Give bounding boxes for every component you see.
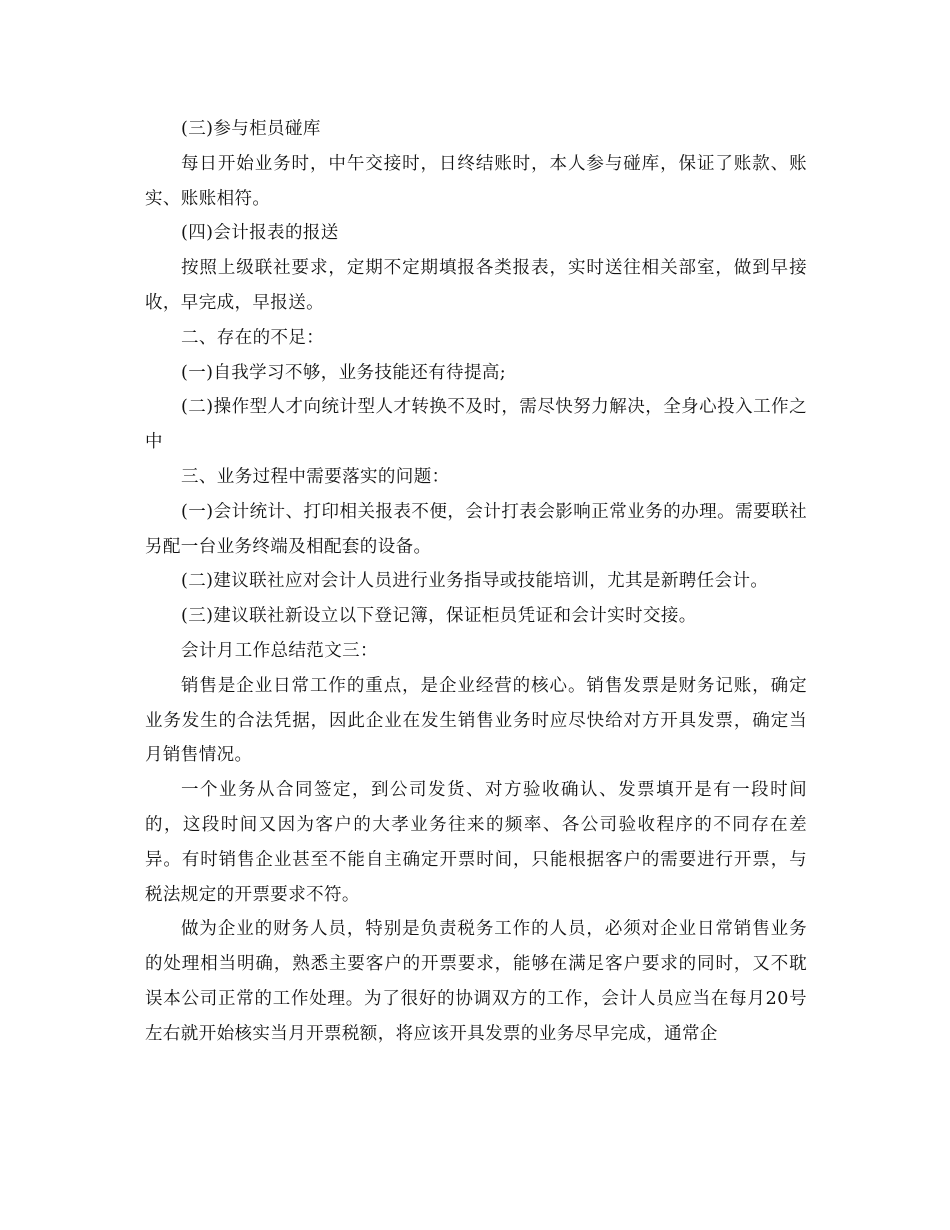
paragraph-body: 每日开始业务时，中午交接时，日终结账时，本人参与碰库，保证了账款、账实、账账相符。 [145, 153, 807, 209]
document-page [145, 112, 807, 1052]
paragraph-heading-shortcomings: 二、存在的不足： [181, 327, 325, 348]
paragraph-list-item: (二)操作型人才向统计型人才转换不及时，需尽快努力解决，全身心投入工作之中 [145, 397, 807, 453]
paragraph-list-item: (一)自我学习不够，业务技能还有待提高; [181, 362, 507, 383]
paragraph-body: 按照上级联社要求，定期不定期填报各类报表，实时送往相关部室，做到早接收，早完成，早报送。 [145, 258, 807, 313]
paragraph-section-4-heading: (四)会计报表的报送 [181, 223, 339, 244]
paragraph-list-item: (三)建议联社新设立以下登记簿，保证柜员凭证和会计实时交接。 [181, 606, 697, 627]
paragraph-heading-issues: 三、业务过程中需要落实的问题： [181, 466, 450, 487]
paragraph-heading-sample-three: 会计月工作总结范文三： [181, 640, 378, 661]
paragraph-body: 一个业务从合同签定，到公司发货、对方验收确认、发票填开是有一段时间的，这段时间又因为客户的大孝业务往来的频率、各公司验收程序的不同存在差异。有时销售企业甚至不能自主确定开票时间，只能根据客户的需要进行开票，与税法规定的开票要求不符。 [145, 780, 807, 905]
paragraph-list-item: (二)建议联社应对会计人员进行业务指导或技能培训，尤其是新聘任会计。 [181, 571, 769, 592]
paragraph-list-item: (一)会计统计、打印相关报表不便，会计打表会影响正常业务的办理。需要联社另配一台业务终端及相配套的设备。 [145, 501, 807, 557]
paragraph-section-3-heading: (三)参与柜员碰库 [181, 119, 321, 139]
paragraph-body: 销售是企业日常工作的重点，是企业经营的核心。销售发票是财务记账，确定业务发生的合法凭据，因此企业在发生销售业务时应尽快给对方开具发票，确定当月销售情况。 [145, 675, 807, 766]
paragraph-body: 做为企业的财务人员，特别是负责税务工作的人员，必须对企业日常销售业务的处理相当明确，熟悉主要客户的开票要求，能够在满足客户要求的同时，又不耽误本公司正常的工作处理。为了很好的协调双方的工作，会计人员应当在每月20号左右就开始核实当月开票税额，将应该开具发票的业务尽早完成，通常企 [145, 919, 807, 1044]
